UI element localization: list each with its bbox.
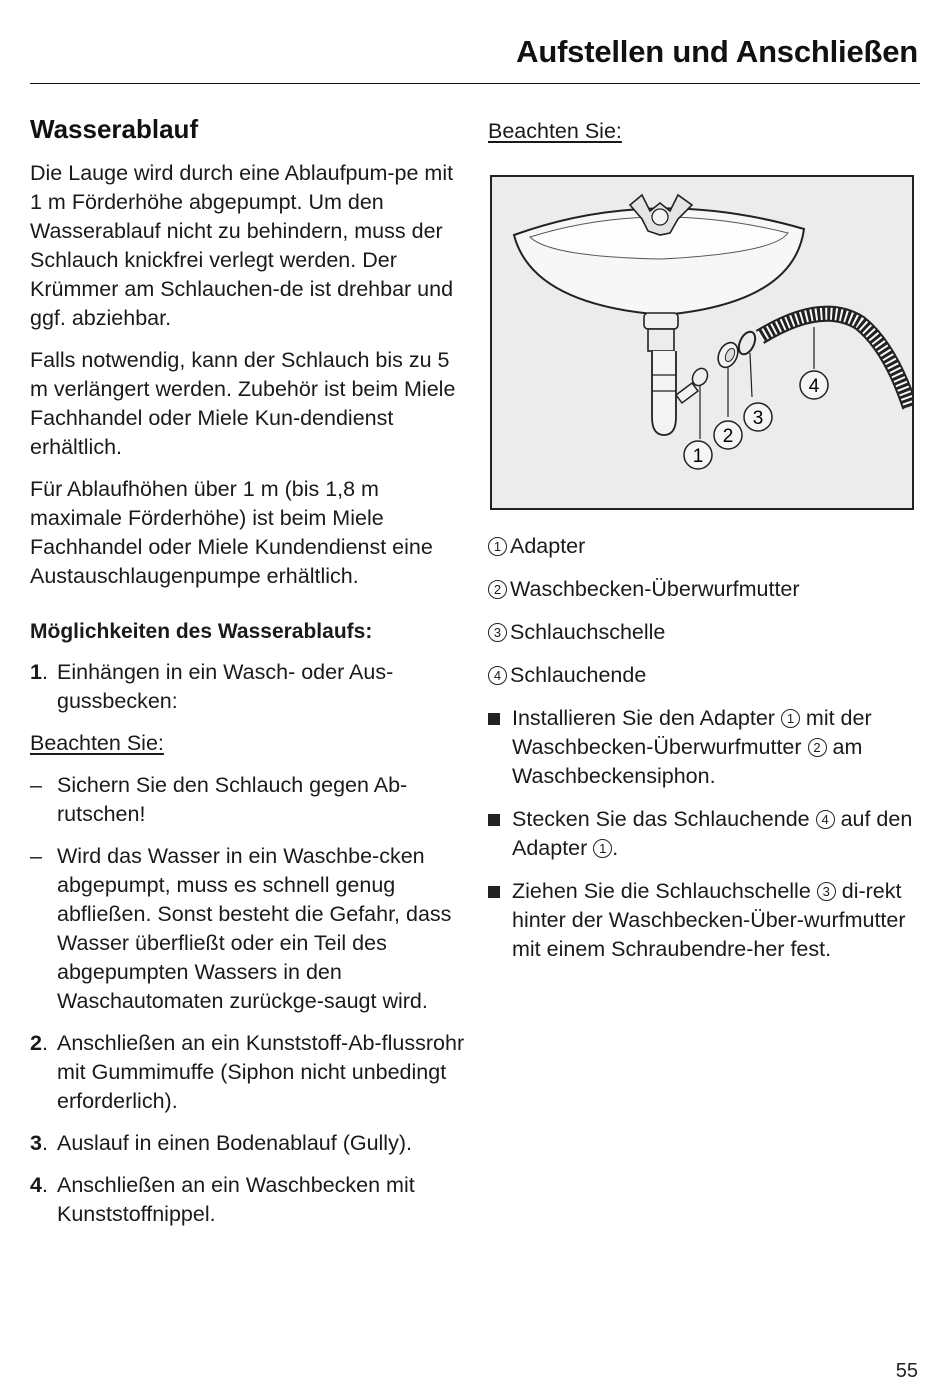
inline-number: 3: [817, 882, 836, 901]
inline-number: 2: [808, 738, 827, 757]
siphon-nozzle: [676, 383, 698, 403]
instruction-text: Ziehen Sie die Schlauchschelle 3 di-rekt hinter der Waschbecken-Über-wurfmutter mit einem Schraubendre-her fest.: [512, 879, 906, 961]
sink-siphon-illustration: [490, 175, 914, 510]
left-column: [30, 112, 470, 1242]
callout-4: [800, 371, 828, 399]
drain-collar: [648, 329, 674, 351]
drain-neck: [644, 313, 678, 329]
inline-number: 1: [593, 839, 612, 858]
svg-text:3: 3: [752, 408, 764, 429]
legend-number: 1: [488, 537, 507, 556]
legend-number: 4: [488, 666, 507, 685]
instruction-text: Installieren Sie den Adapter 1 mit der Waschbecken-Überwurfmutter 2 am Waschbeckensiphon.: [512, 706, 872, 788]
sink-drawing: [492, 177, 912, 508]
legend-number: 2: [488, 580, 507, 599]
note-text: Sichern Sie den Schlauch gegen Ab-rutschen!: [57, 773, 408, 826]
option-number: 1: [30, 660, 42, 684]
page-header-title: Aufstellen und Anschließen: [516, 34, 918, 69]
option-item-4: 4. Anschließen an ein Waschbecken mit Kunststoffnippel.: [30, 1171, 470, 1229]
figure-note-label: Beachten Sie:: [488, 119, 622, 143]
svg-text:1: 1: [692, 446, 704, 467]
option-text: Einhängen in ein Wasch- oder Aus-gussbecken:: [57, 660, 394, 713]
option-number: 3: [30, 1131, 42, 1155]
inline-number: 1: [781, 709, 800, 728]
page-number: 55: [895, 1360, 918, 1382]
note-item: [30, 771, 470, 829]
option-text: Auslauf in einen Bodenablauf (Gully).: [57, 1131, 412, 1155]
option-item-3: 3. Auslauf in einen Bodenablauf (Gully).: [30, 1129, 470, 1158]
legend-item-union-nut: [488, 575, 920, 604]
instruction-item-2: [488, 805, 920, 863]
note-text: Wird das Wasser in ein Waschbe-cken abgepumpt, muss es schnell genug abfließen. Sonst besteht die Gefahr, dass Wasser überfließt oder ein Teil des abgepumpten Wassers in den Waschautomaten zurückge-saugt wird.: [57, 844, 452, 1013]
option-text: Anschließen an ein Kunststoff-Ab-flussrohr mit Gummimuffe (Siphon nicht unbedingt erforderlich).: [57, 1031, 465, 1113]
instruction-item-3: [488, 877, 920, 964]
dash-marker: –: [30, 773, 42, 797]
legend-item-hose-clamp: [488, 618, 920, 647]
option-number: 2: [30, 1031, 42, 1055]
callout-3: [744, 403, 772, 431]
callout-1: [684, 441, 712, 469]
faucet-knob: [652, 209, 668, 225]
legend-label: Schlauchende: [510, 663, 647, 687]
svg-text:2: 2: [722, 426, 734, 447]
hose-outline: [760, 314, 910, 407]
leader-line-3: [750, 353, 752, 397]
note-item: [30, 842, 470, 1016]
pump-height-paragraph: Für Ablaufhöhen über 1 m (bis 1,8 m maximale Förderhöhe) ist beim Miele Fachhandel oder Miele Kundendienst eine Austauschlaugenpumpe erhältlich.: [30, 477, 433, 588]
square-bullet: [488, 704, 512, 791]
inline-number: 4: [816, 810, 835, 829]
square-bullet: [488, 877, 512, 964]
extension-paragraph: Falls notwendig, kann der Schlauch bis zu 5 m verlängert werden. Zubehör ist beim Miele Fachhandel oder Miele Kun-dendienst erhältlich.: [30, 348, 456, 459]
hose-clamp: [736, 329, 759, 357]
options-subheading: Möglichkeiten des Wasserablaufs:: [30, 620, 373, 643]
instruction-item-1: [488, 704, 920, 791]
dash-marker: –: [30, 844, 42, 868]
legend-label: Schlauchschelle: [510, 620, 666, 644]
legend-number: 3: [488, 623, 507, 642]
option-text: Anschließen an ein Waschbecken mit Kunststoffnippel.: [57, 1173, 415, 1226]
legend-item-adapter: [488, 532, 920, 561]
legend-item-hose-end: [488, 661, 920, 690]
option-item-1: 1. Einhängen in ein Wasch- oder Aus-gussbecken:: [30, 658, 470, 716]
instruction-text: Stecken Sie das Schlauchende 4 auf den Adapter 1 .: [512, 807, 913, 860]
header-rule: [30, 83, 920, 84]
legend-label: Adapter: [510, 534, 586, 558]
square-bullet: [488, 805, 512, 863]
section-title: Wasserablauf: [30, 114, 199, 144]
siphon-trap: [652, 351, 676, 435]
legend-label: Waschbecken-Überwurfmutter: [510, 577, 800, 601]
note-label: Beachten Sie:: [30, 731, 164, 755]
callout-2: [714, 421, 742, 449]
option-item-2: 2. Anschließen an ein Kunststoff-Ab-flussrohr mit Gummimuffe (Siphon nicht unbedingt erforderlich).: [30, 1029, 470, 1116]
svg-text:4: 4: [808, 376, 820, 397]
option-number: 4: [30, 1173, 42, 1197]
intro-paragraph: Die Lauge wird durch eine Ablaufpum-pe mit 1 m Förderhöhe abgepumpt. Um den Wasserablauf nicht zu behindern, muss der Schlauch knickfrei verlegt werden. Der Krümmer am Schlauchen-de ist drehbar und ggf. abziehbar.: [30, 161, 454, 330]
right-column: [488, 117, 920, 978]
